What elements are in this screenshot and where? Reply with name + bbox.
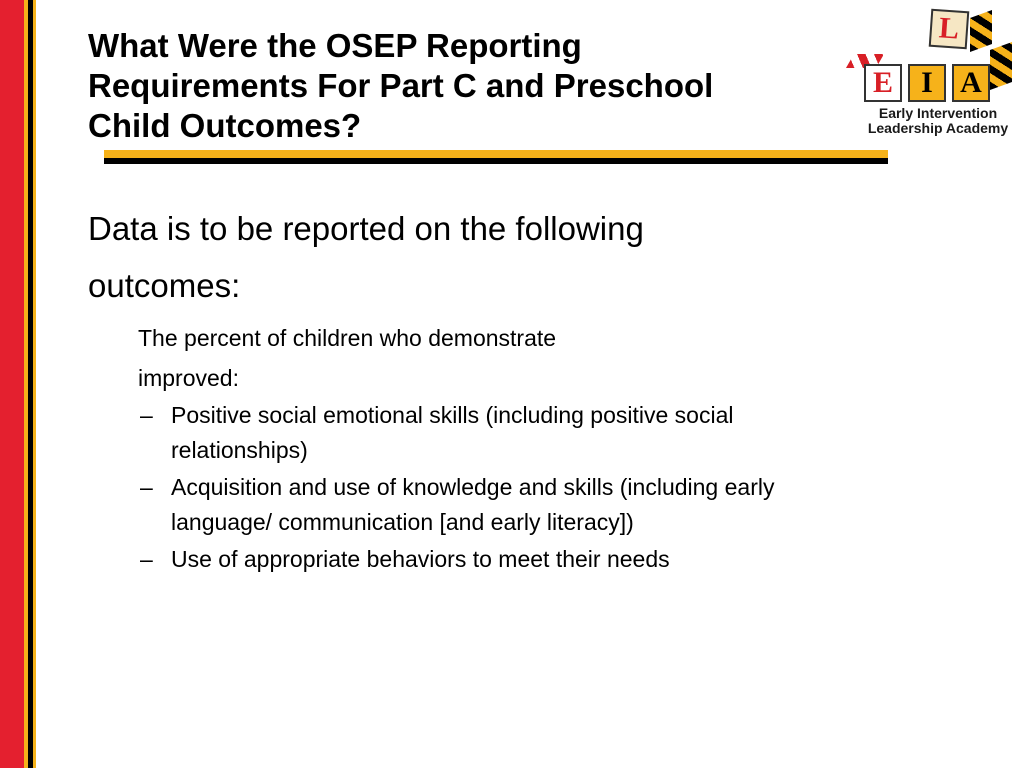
left-black-stripe bbox=[28, 0, 33, 768]
dash-marker: – bbox=[140, 402, 153, 428]
list-item-line: Positive social emotional skills (including positive social bbox=[171, 402, 734, 428]
list-item-line: Use of appropriate behaviors to meet their needs bbox=[171, 546, 670, 572]
title-line: Requirements For Part C and Preschool bbox=[88, 67, 714, 104]
title-underline-black bbox=[104, 158, 888, 164]
title-underline-gold bbox=[104, 150, 888, 158]
logo-caption-line: Leadership Academy bbox=[867, 120, 1009, 136]
left-red-stripe bbox=[0, 0, 24, 768]
logo-flag-pattern bbox=[970, 10, 992, 52]
list-item bbox=[138, 542, 968, 577]
sub-paragraph bbox=[138, 318, 968, 398]
list-item bbox=[138, 470, 968, 540]
list-item-line: relationships) bbox=[171, 437, 308, 463]
slide-body bbox=[88, 200, 968, 579]
outcome-list bbox=[88, 398, 968, 577]
title-line: What Were the OSEP Reporting bbox=[88, 27, 582, 64]
list-item bbox=[138, 398, 968, 468]
logo-block-a: A bbox=[952, 64, 990, 102]
dash-marker: – bbox=[140, 474, 153, 500]
list-item-line: language/ communication [and early literacy]) bbox=[171, 509, 634, 535]
intro-line: outcomes: bbox=[88, 267, 241, 304]
slide-title bbox=[88, 26, 868, 146]
logo-block-e: E bbox=[864, 64, 902, 102]
intro-paragraph bbox=[88, 200, 968, 314]
sub-line: improved: bbox=[138, 365, 239, 391]
list-item-line: Acquisition and use of knowledge and skills (including early bbox=[171, 474, 775, 500]
logo-block-l: L bbox=[929, 9, 970, 50]
logo-caption bbox=[854, 106, 1022, 136]
title-line: Child Outcomes? bbox=[88, 107, 362, 144]
elia-logo bbox=[846, 2, 1022, 142]
dash-marker: – bbox=[140, 546, 153, 572]
sub-line: The percent of children who demonstrate bbox=[138, 325, 557, 351]
logo-flag-pattern bbox=[990, 42, 1012, 90]
intro-line: Data is to be reported on the following bbox=[88, 210, 644, 247]
logo-block-i: I bbox=[908, 64, 946, 102]
logo-caption-line: Early Intervention bbox=[878, 105, 998, 121]
